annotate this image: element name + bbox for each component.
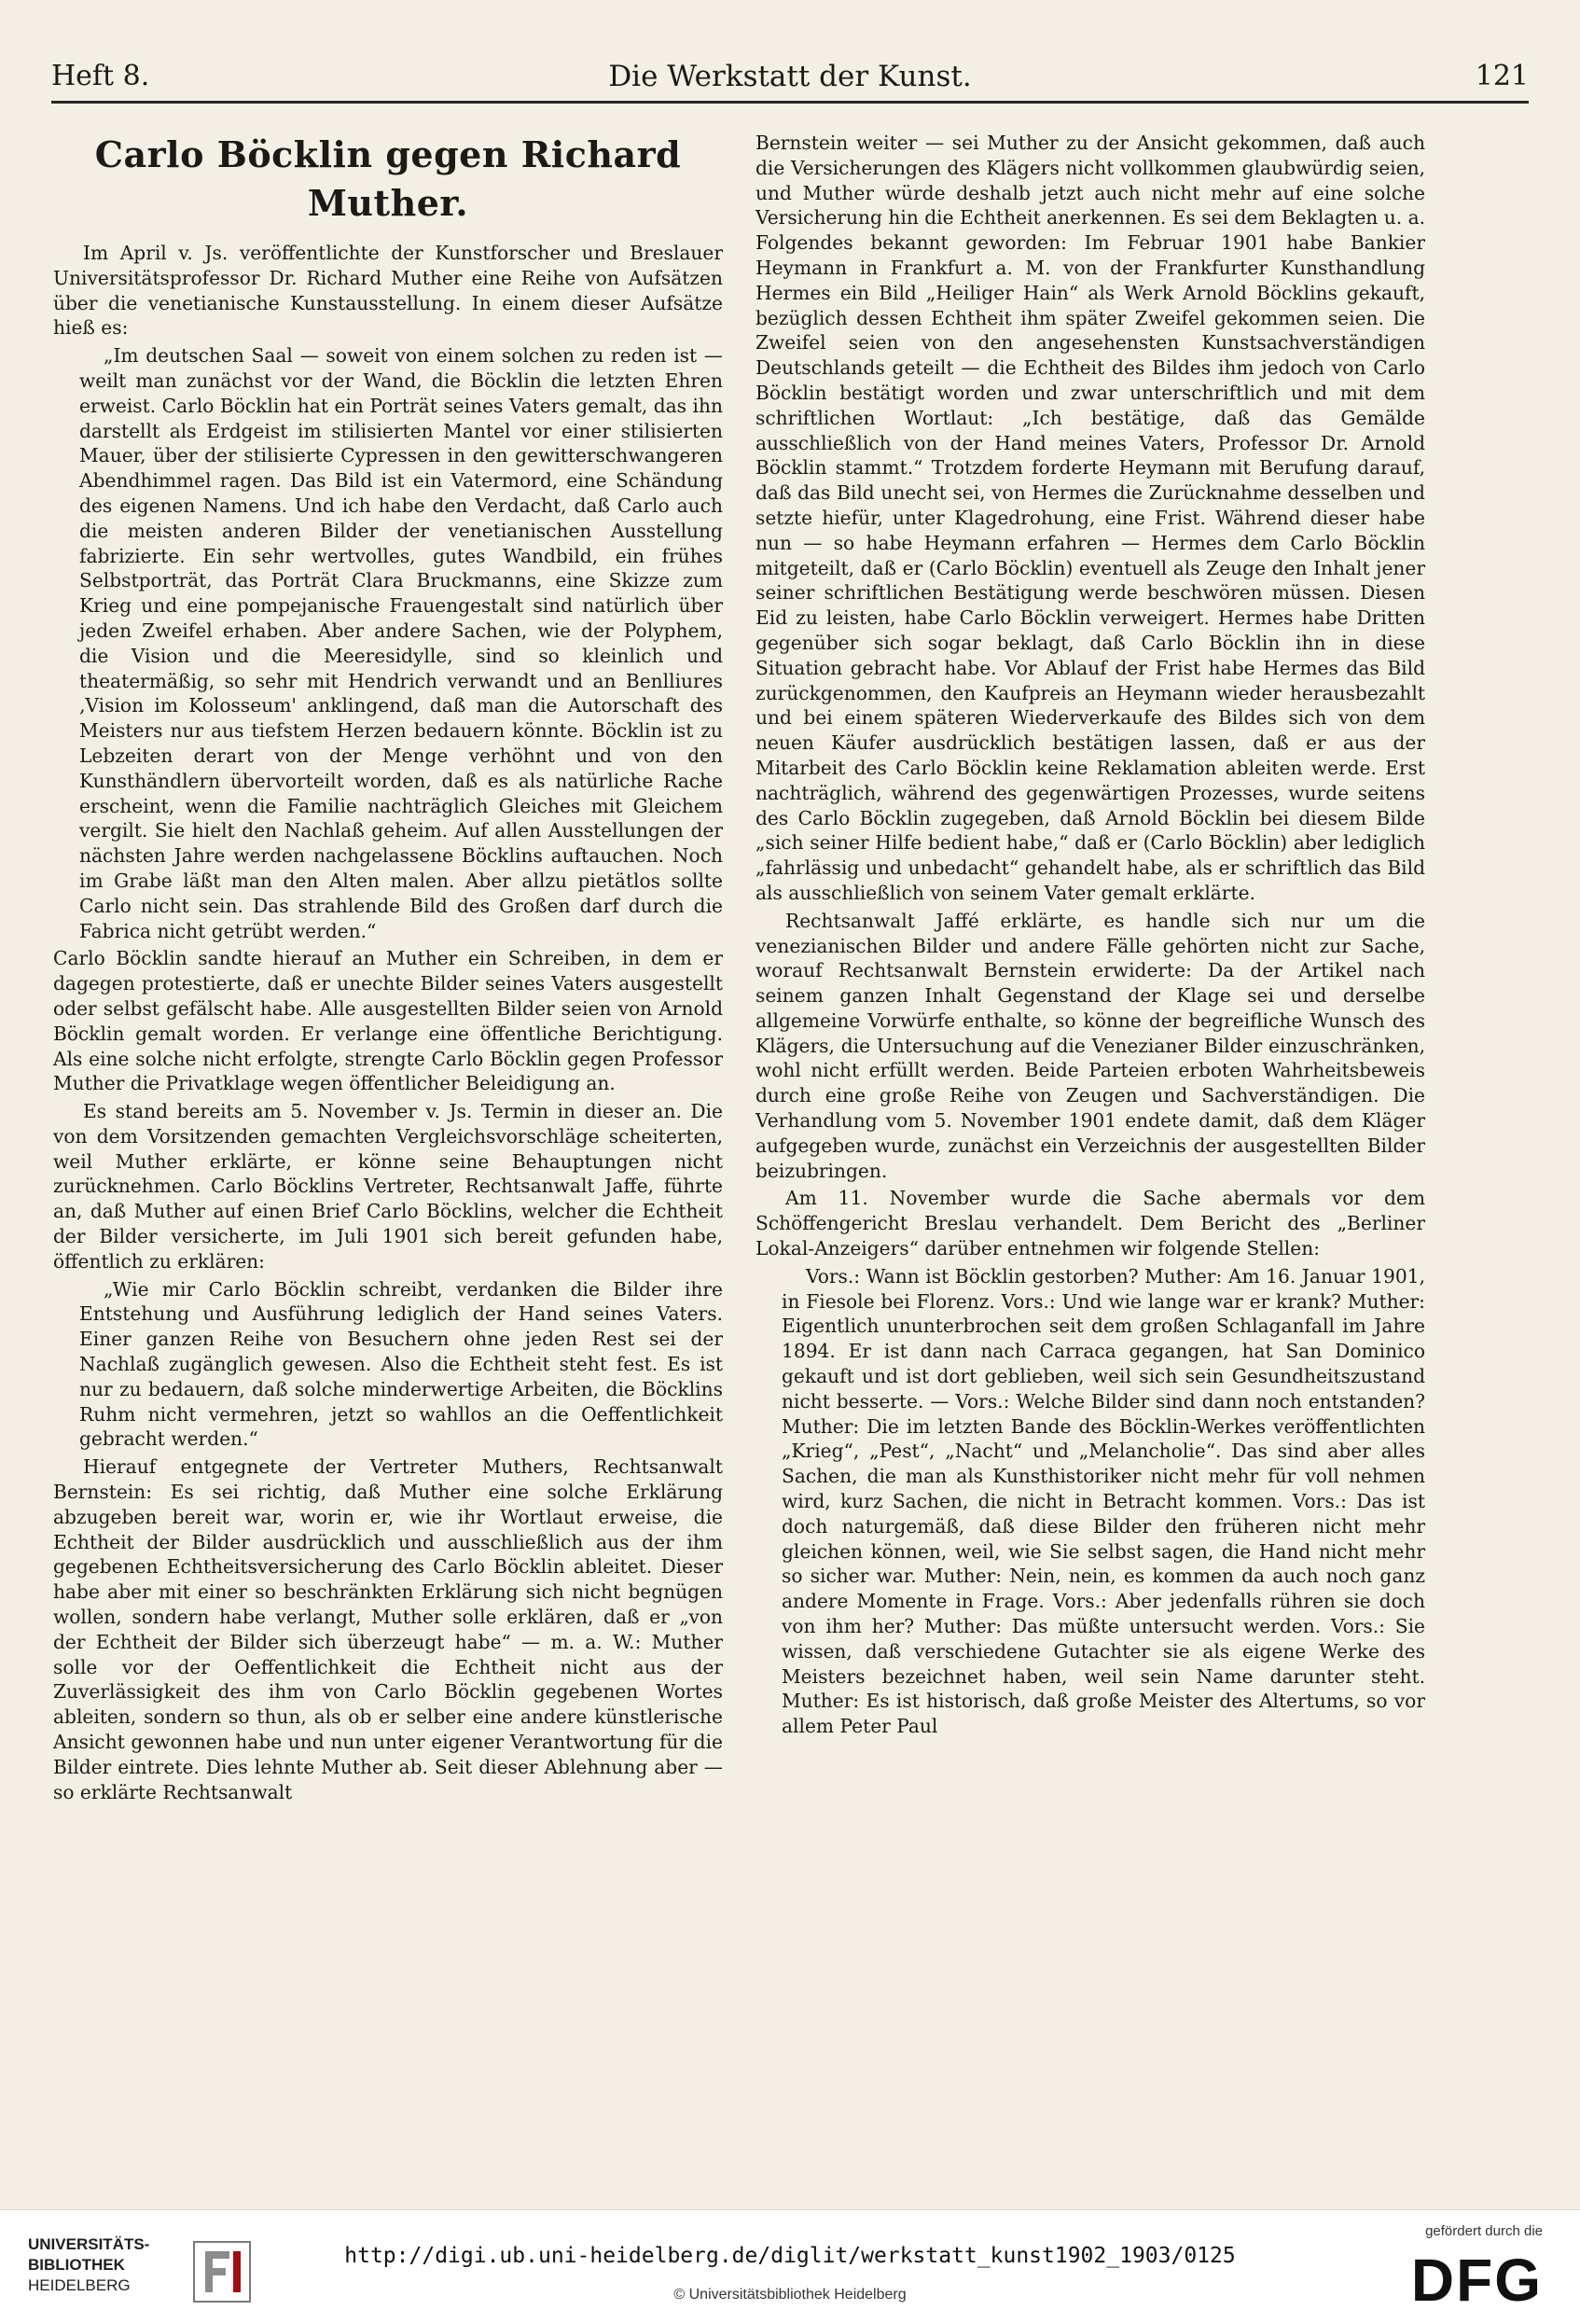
paragraph: Am 11. November wurde die Sache abermals vor dem Schöffengericht Breslau verhandelt. Dem Bericht des „Berliner Lokal-Anzeigers“ darüber entnehmen wir folgende Stellen: xyxy=(755,1187,1425,1260)
copyright-notice: © Universitätsbibliothek Heidelberg xyxy=(673,2287,907,2303)
permalink-url[interactable]: http://digi.ub.uni-heidelberg.de/diglit/werkstatt_kunst1902_1903/0125 xyxy=(344,2244,1236,2268)
journal-title: Die Werkstatt der Kunst. xyxy=(608,60,972,93)
page-number: 121 xyxy=(1475,60,1529,92)
funding-caption: gefördert durch die xyxy=(1425,2223,1543,2239)
issue-number: Heft 8. xyxy=(51,60,150,92)
dfg-logo-icon: DFG xyxy=(1410,2247,1543,2314)
paragraph: Vors.: Wann ist Böcklin gestorben? Muther: Am 16. Januar 1901, in Fiesole bei Florenz. Vors.: Und wie lange war er krank? Muther: Eigentlich ununterbrochen seit dem großen Schlaganfall im Jahre 1894. Er ist dann nach Carraca gegangen, hat San Dominico gekauft und ist dort geblieben, weil sich sein Gesundheitszustand nicht besserte. — Vors.: Welche Bilder sind dann noch entstanden? Muther: Die im letzten Bande des Böcklin-Werkes veröffentlichten „Krieg“, „Pest“, „Nacht“ und „Melancholie“. Das sind aber alles Sachen, die man als Kunsthistoriker nicht mehr für voll nehmen wird, kurz Sachen, die nicht in Betracht kommen. Vors.: Das ist doch naturgemäß, daß diese Bilder den früheren nicht mehr gleichen können, weil, wie Sie selbst sagen, die Hand nicht mehr so sicher war. Muther: Nein, nein, es kommen da auch noch ganz andere Momente in Frage. Vors.: Aber jedenfalls rühren sie doch von ihm her? Muther: Das müßte untersucht werden. Vors.: Sie wissen, daß verschiedene Gutachter sie als eigene Werke des Meisters bezeichnet haben, weil sein Name darunter steht. Muther: Es ist historisch, daß große Meister des Altertums, so vor allem Peter Paul xyxy=(782,1264,1425,1738)
library-name: UNIVERSITÄTS- BIBLIOTHEK HEIDELBERG xyxy=(28,2235,150,2294)
viewer-footer xyxy=(0,2209,1580,2324)
paragraph: Es stand bereits am 5. November v. Js. Termin in dieser an. Die von dem Vorsitzenden gemachten Vergleichsvorschläge scheiterten, weil Muther erklärte, er könne seine Behauptungen nicht zurücknehmen. Carlo Böcklins Vertreter, Rechtsanwalt Jaffe, führte an, daß Muther auf einen Brief Carlo Böcklins, welcher die Echtheit der Bilder versicherte, im Juli 1901 sich bereit gefunden habe, öffentlich zu erklären: xyxy=(53,1100,723,1273)
paragraph: Im April v. Js. veröffentlichte der Kunstforscher und Breslauer Universitätsprofessor Dr. Richard Muther eine Reihe von Aufsätzen über die venetianische Kunstausstellung. In einem dieser Aufsätze hieß es: xyxy=(53,242,723,340)
article-title: Carlo Böcklin gegen Richard Muther. xyxy=(94,133,682,224)
paragraph: Rechtsanwalt Jaffé erklärte, es handle sich nur um die venezianischen Bilder und andere Fälle gehörten nicht zur Sache, worauf Rechtsanwalt Bernstein erwiderte: Da der Artikel nach seinem ganzen Inhalt Gegenstand der Klage sei und derselbe allgemeine Vorwürfe enthalte, so könne der begreifliche Wunsch des Klägers, die Untersuchung auf die Venezianer Bilder einzuschränken, wohl nicht erfüllt werden. Beide Parteien erboten Wahrheitsbeweis durch eine große Reihe von Zeugen und Sachverständigen. Die Verhandlung vom 5. November 1901 endete damit, daß dem Kläger aufgegeben wurde, zunächst ein Verzeichnis der ausgestellten Bilder beizubringen. xyxy=(755,909,1425,1182)
funding-logo[interactable] xyxy=(1403,2223,1543,2317)
paragraph: „Im deutschen Saal — soweit von einem solchen zu reden ist — weilt man zunächst vor der Wand, die Böcklin die letzten Ehren erweist. Carlo Böcklin hat ein Porträt seines Vaters gemalt, das ihn darstellt als Erdgeist im stilisierten Mantel vor einer stilisierten Mauer, über der stilisierte Cypressen in den gewitterschwangeren Abendhimmel ragen. Das Bild ist ein Vatermord, eine Schändung des eigenen Namens. Und ich habe den Verdacht, daß Carlo auch die meisten anderen Bilder der venetianischen Ausstellung fabrizierte. Ein sehr wertvolles, gutes Wandbild, ein frühes Selbstporträt, das Porträt Clara Bruckmanns, eine Skizze zum Krieg und eine pompejanische Frauengestalt sind natürlich über jeden Zweifel erhaben. Aber andere Sachen, wie der Polyphem, die Vision und die Meeresidylle, sind so kleinlich und theatermäßig, so sehr mit Hendrich verwandt und an Benlliures ‚Vision im Kolosseum' anklingend, daß man die Autorschaft des Meisters nur aus tiefstem Herzen bedauern könnte. Böcklin ist zu Lebzeiten derart von der Menge verhöhnt und von den Kunsthändlern übervorteilt worden, daß es als natürliche Rache erscheint, wenn die Familie nachträglich Gleiches mit Gleichem vergilt. Sie hielt den Nachlaß geheim. Auf allen Ausstellungen der nächsten Jahre werden nachgelassene Böcklins auftauchen. Noch im Grabe läßt man den Alten malen. Aber allzu pietätlos sollte Carlo nicht sein. Das strahlende Bild des Großen darf durch die Fabrica nicht getrübt werden.“ xyxy=(79,344,723,942)
paragraph: „Wie mir Carlo Böcklin schreibt, verdanken die Bilder ihre Entstehung und Ausführung lediglich der Hand seines Vaters. Einer ganzen Reihe von Besuchern ohne jeden Rest sei der Nachlaß zugänglich gewesen. Also die Echtheit steht fest. Es ist nur zu bedauern, daß solche minderwertige Arbeiten, die Böcklins Ruhm nicht vermehren, jetzt so wahllos an die Oeffentlichkeit gebracht werden.“ xyxy=(79,1277,723,1451)
paragraph: Bernstein weiter — sei Muther zu der Ansicht gekommen, daß auch die Versicherungen des Klägers nicht vollkommen glaubwürdig seien, und Muther würde deshalb jetzt auch nicht mehr auf eine solche Versicherung hin die Echtheit anerkennen. Es sei dem Beklagten u. a. Folgendes bekannt geworden: Im Februar 1901 habe Bankier Heymann in Frankfurt a. M. von der Frankfurter Kunsthandlung Hermes ein Bild „Heiliger Hain“ als Werk Arnold Böcklins gekauft, bezüglich dessen Echtheit ihm später Zweifel gekommen seien. Die Zweifel seien von den angesehensten Kunstsachverständigen Deutschlands geteilt — die Echtheit des Bildes ihm jedoch von Carlo Böcklin bestätigt worden und zwar unterschriftlich und mit dem schriftlichen Wortlaut: „Ich bestätige, daß das Gemälde ausschließlich von der Hand meines Vaters, Professor Dr. Arnold Böcklin stammt.“ Trotzdem forderte Heymann mit Berufung darauf, daß das Bild unecht sei, von Hermes die Zurücknahme desselben und setzte hiefür, unter Klagedrohung, eine Frist. Während dieser habe nun — so habe Heymann erfahren — Hermes dem Carlo Böcklin mitgeteilt, daß er (Carlo Böcklin) eventuell als Zeuge den Inhalt jener seiner schriftlichen Bestätigung werde beschwören müssen. Diesen Eid zu leisten, habe Carlo Böcklin verweigert. Hermes habe Dritten gegenüber sich sogar beklagt, daß Carlo Böcklin ihn in diese Situation gebracht habe. Vor Ablauf der Frist habe Hermes das Bild zurückgenommen, den Kaufpreis an Heymann wieder herausbezahlt und bei einem späteren Wiederverkaufe des Bildes sich von dem neuen Käufer ausdrücklich bestätigen lassen, daß er aus der Mitarbeit des Carlo Böcklin keine Reklamation ableiten werde. Erst nachträglich, während des gegenwärtigen Prozesses, wurde seitens des Carlo Böcklin zugegeben, daß Arnold Böcklin bei diesem Bilde „sich seiner Hilfe bedient habe,“ daß er (Carlo Böcklin) aber lediglich „fahrlässig und unbedacht“ gehandelt habe, als er schriftlich das Bild als ausschließlich von seinem Vater gemalt erklärte. xyxy=(755,132,1426,904)
paragraph: Carlo Böcklin sandte hierauf an Muther ein Schreiben, in dem er dagegen protestierte, daß er unechte Bilder seines Vaters ausgestellt oder selbst gefälscht habe. Alle ausgestellten Bilder seien von Arnold Böcklin gemalt worden. Er verlange eine öffentliche Berichtigung. Als eine solche nicht erfolgte, strengte Carlo Böcklin gegen Professor Muther die Privatklage wegen öffentlicher Beleidigung an. xyxy=(53,947,723,1095)
left-column xyxy=(53,131,723,1807)
right-column xyxy=(755,131,1425,1742)
running-header xyxy=(51,49,1529,104)
paragraph: Hierauf entgegnete der Vertreter Muthers, Rechtsanwalt Bernstein: Es sei richtig, daß Muther eine solche Erklärung abzugeben bereit war, worin er, wie ihr Wortlaut erweise, die Echtheit der Bilder ausdrücklich und ausschließlich aus der ihm gegebenen Echtheitsversicherung des Carlo Böcklin ableitet. Dieser habe aber mit einer so beschränkten Erklärung sich nicht begnügen wollen, sondern habe verlangt, Muther solle erklären, daß er „von der Echtheit der Bilder sich überzeugt habe“ — m. a. W.: Muther solle vor der Oeffentlichkeit die Echtheit nicht aus der Zuverlässigkeit des ihm von Carlo Böcklin gegebenen Wortes ableiten, sondern so thun, als ob er selber eine andere künstlerische Ansicht gewonnen habe und nun unter eigener Verantwortung für die Bilder eintrete. Dies lehnte Muther ab. Seit dieser Ablehnung aber — so erklärte Rechtsanwalt xyxy=(53,1455,723,1803)
